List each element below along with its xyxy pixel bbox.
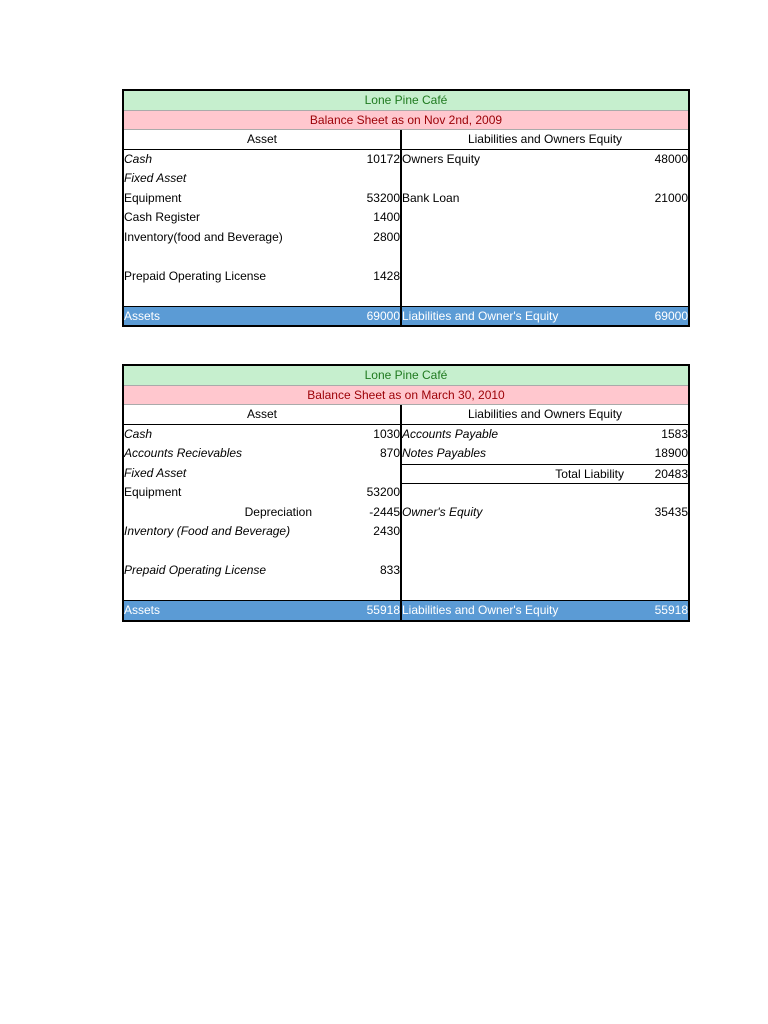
row-label: Owners Equity: [402, 151, 481, 166]
row-value: 1583: [661, 426, 688, 441]
row-label: [402, 484, 628, 503]
asset-header: Asset: [124, 130, 402, 149]
row-value: 53200: [366, 190, 400, 205]
sheet-subtitle: Balance Sheet as on March 30, 2010: [124, 386, 688, 406]
row-label: [402, 208, 628, 228]
sheet-title: Lone Pine Café: [124, 366, 688, 386]
table-row: [124, 228, 688, 248]
row-value: 10172: [366, 151, 400, 166]
row-value: 870: [379, 446, 400, 460]
total-label: Assets: [124, 603, 161, 617]
sheet-subtitle: Balance Sheet as on Nov 2nd, 2009: [124, 111, 688, 131]
row-value: 1428: [373, 268, 400, 283]
table-row: [124, 425, 688, 445]
table-row: [124, 444, 688, 464]
row-value: 2800: [373, 229, 400, 244]
row-value: [340, 464, 400, 484]
table-row: [124, 169, 688, 189]
row-label: Accounts Recievables: [124, 446, 243, 460]
row-label: Cash: [124, 151, 153, 166]
row-value: 833: [379, 563, 400, 577]
row-value: [628, 484, 688, 503]
table-row: [124, 189, 688, 209]
row-value: [628, 169, 688, 189]
totals-row: [124, 600, 688, 620]
blank-row: [124, 247, 688, 267]
sheet-body: [124, 150, 688, 306]
row-label: [402, 267, 628, 287]
row-label: Inventory (Food and Beverage): [124, 524, 291, 538]
table-row: [124, 522, 688, 542]
total-liability-label: Total Liability: [555, 466, 624, 481]
sheet-title: Lone Pine Café: [124, 91, 688, 111]
row-value: 21000: [654, 190, 688, 205]
blank-row: [124, 542, 688, 562]
row-label: Prepaid Operating License: [124, 563, 267, 577]
depreciation-label: Depreciation: [244, 504, 312, 519]
row-value: 1400: [373, 210, 400, 224]
liabilities-header: Liabilities and Owners Equity: [467, 407, 623, 421]
row-value: [628, 561, 688, 581]
row-value: 53200: [366, 485, 400, 499]
total-value: 55918: [654, 603, 688, 617]
total-label: Liabilities and Owner's Equity: [402, 603, 559, 617]
row-label: Notes Payables: [402, 446, 487, 460]
table-row: [124, 267, 688, 287]
row-label: [402, 228, 628, 248]
row-value: -2445: [369, 504, 400, 519]
row-label: Accounts Payable: [402, 426, 499, 441]
blank-row: [124, 581, 688, 601]
total-label: Assets: [124, 308, 161, 323]
row-value: [628, 228, 688, 248]
row-label: Cash: [124, 426, 153, 441]
row-label: Equipment: [124, 485, 182, 499]
row-value: 18900: [654, 446, 688, 460]
table-row: [124, 503, 688, 523]
row-value: 2430: [373, 524, 400, 538]
row-value: [628, 208, 688, 228]
table-row: [124, 150, 688, 170]
asset-header: Asset: [124, 405, 402, 424]
table-row: [124, 483, 688, 503]
total-value: 55918: [366, 603, 400, 617]
balance-sheet-2010: [122, 364, 690, 622]
row-label: [402, 169, 628, 189]
totals-row: [124, 306, 688, 326]
row-value: 35435: [654, 504, 688, 519]
row-value: 48000: [654, 151, 688, 166]
total-liability-value: 20483: [654, 466, 688, 481]
row-label: Cash Register: [124, 210, 201, 224]
row-label: Bank Loan: [402, 190, 460, 205]
row-label: [402, 522, 628, 542]
total-value: 69000: [366, 308, 400, 323]
balance-sheet-2009: [122, 89, 690, 327]
row-label: Fixed Asset: [124, 465, 187, 480]
total-value: 69000: [654, 308, 688, 323]
total-label: Liabilities and Owner's Equity: [402, 308, 559, 323]
blank-row: [124, 286, 688, 306]
table-row: [124, 464, 688, 484]
row-value: 1030: [373, 426, 400, 441]
row-label: Owner's Equity: [402, 504, 483, 519]
row-label: Inventory(food and Beverage): [124, 229, 283, 244]
row-label: Fixed Asset: [124, 171, 187, 185]
row-label: Equipment: [124, 190, 182, 205]
row-value: [628, 267, 688, 287]
column-headers: [124, 405, 688, 425]
liabilities-header: Liabilities and Owners Equity: [467, 132, 623, 146]
table-row: [124, 208, 688, 228]
column-headers: [124, 130, 688, 150]
row-label: Prepaid Operating License: [124, 268, 267, 283]
sheet-body: [124, 425, 688, 601]
row-label: [402, 561, 628, 581]
row-value: [628, 522, 688, 542]
row-value: [340, 169, 400, 189]
table-row: [124, 561, 688, 581]
